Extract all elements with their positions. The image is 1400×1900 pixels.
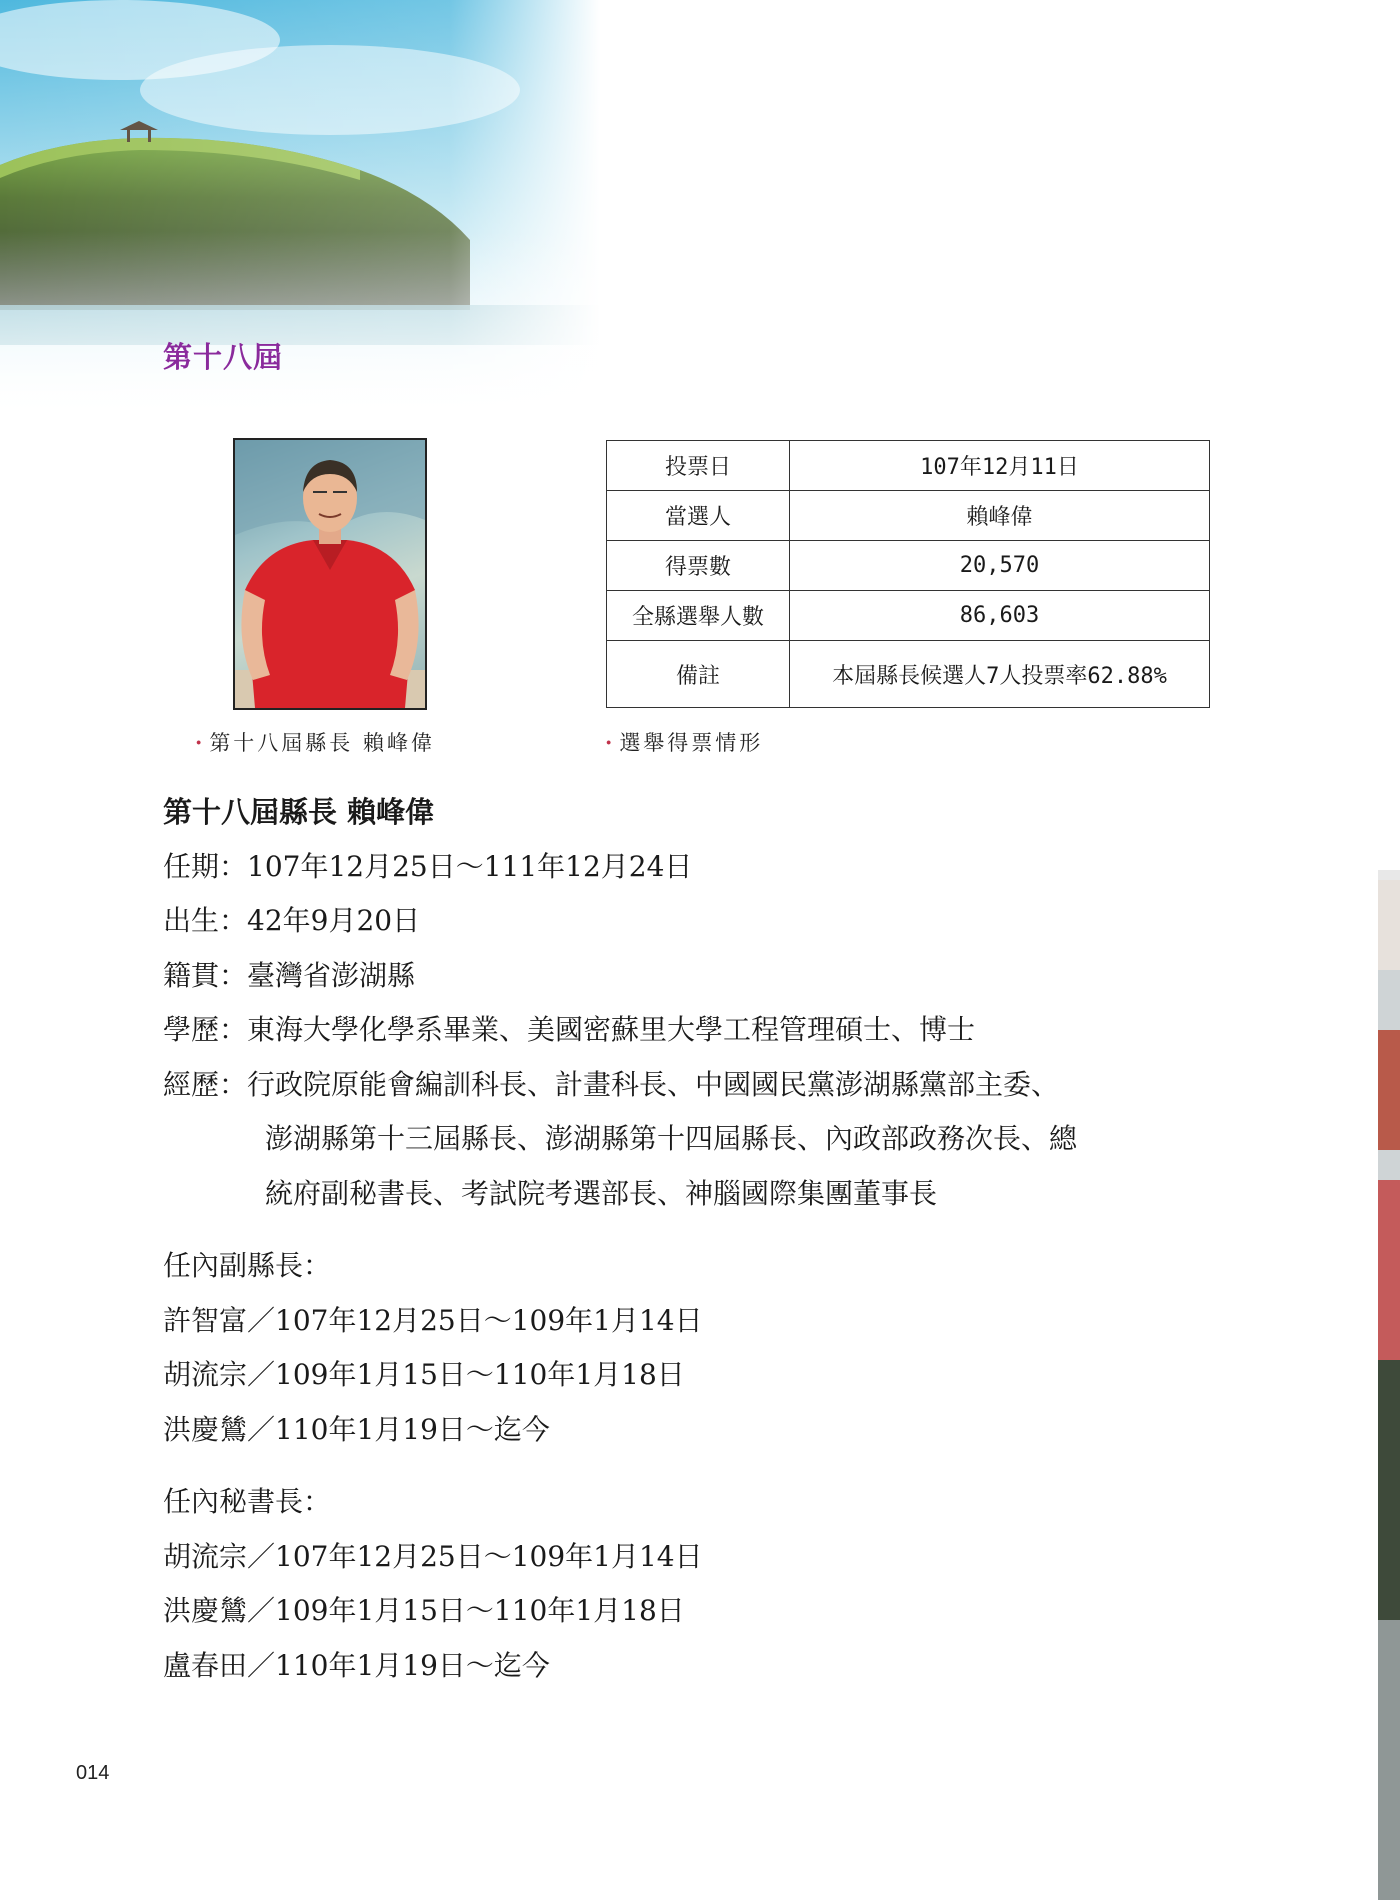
photo-caption-text: 第十八屆縣長 賴峰偉 — [209, 731, 435, 755]
table-label-cell: 投票日 — [607, 441, 790, 491]
table-value-cell: 本屆縣長候選人7人投票率62.88% — [790, 641, 1210, 708]
page-number: 014 — [76, 1762, 110, 1784]
secretaries-heading: 任內秘書長： — [163, 1485, 332, 1518]
table-value-cell: 賴峰偉 — [790, 491, 1210, 541]
table-caption-text: 選舉得票情形 — [619, 731, 764, 755]
deputies-heading: 任內副縣長： — [163, 1249, 332, 1282]
table-row — [607, 441, 1210, 491]
caption-bullet-icon: · — [605, 730, 616, 755]
table-value-cell: 107年12月11日 — [790, 441, 1210, 491]
table-row — [607, 591, 1210, 641]
bio-experience-line: 澎湖縣第十三屆縣長、澎湖縣第十四屆縣長、內政部政務次長、總 — [265, 1122, 1078, 1155]
portrait-photo — [233, 438, 427, 710]
deputy-item: 胡流宗／109年1月15日～110年1月18日 — [163, 1358, 685, 1391]
biography-section — [163, 785, 1263, 1693]
bio-term: 任期：107年12月25日～111年12月24日 — [163, 849, 693, 883]
photo-caption — [195, 727, 435, 757]
election-result-table — [606, 440, 1210, 708]
deputy-item: 洪慶鷥／110年1月19日～迄今 — [163, 1412, 550, 1446]
table-row — [607, 541, 1210, 591]
right-edge-photo-strip — [1378, 880, 1400, 1900]
table-value-cell: 20,570 — [790, 541, 1210, 591]
header-landscape-image — [0, 0, 600, 420]
table-label-cell: 得票數 — [607, 541, 790, 591]
secretary-item: 盧春田／110年1月19日～迄今 — [163, 1648, 550, 1682]
bio-education: 學歷：東海大學化學系畢業、美國密蘇里大學工程管理碩士、博士 — [163, 1013, 976, 1046]
bio-origin: 籍貫：臺灣省澎湖縣 — [163, 958, 416, 992]
bio-heading: 第十八屆縣長 賴峰偉 — [163, 795, 435, 829]
secretary-item: 洪慶鷥／109年1月15日～110年1月18日 — [163, 1594, 685, 1627]
section-title: 第十八屆 — [163, 340, 284, 374]
secretary-item: 胡流宗／107年12月25日～109年1月14日 — [163, 1539, 703, 1573]
table-label-cell: 當選人 — [607, 491, 790, 541]
table-row — [607, 641, 1210, 708]
portrait-figure — [235, 440, 425, 708]
bio-experience-line: 經歷：行政院原能會編訓科長、計畫科長、中國國民黨澎湖縣黨部主委、 — [163, 1067, 1060, 1101]
table-label-cell: 備註 — [607, 641, 790, 708]
bio-birth: 出生：42年9月20日 — [163, 904, 421, 937]
table-label-cell: 全縣選舉人數 — [607, 591, 790, 641]
deputy-item: 許智富／107年12月25日～109年1月14日 — [163, 1303, 703, 1337]
caption-bullet-icon: · — [195, 730, 206, 755]
table-value-cell: 86,603 — [790, 591, 1210, 641]
table-caption — [605, 727, 763, 757]
table-row — [607, 491, 1210, 541]
bio-experience-line: 統府副秘書長、考試院考選部長、神腦國際集團董事長 — [265, 1176, 938, 1210]
